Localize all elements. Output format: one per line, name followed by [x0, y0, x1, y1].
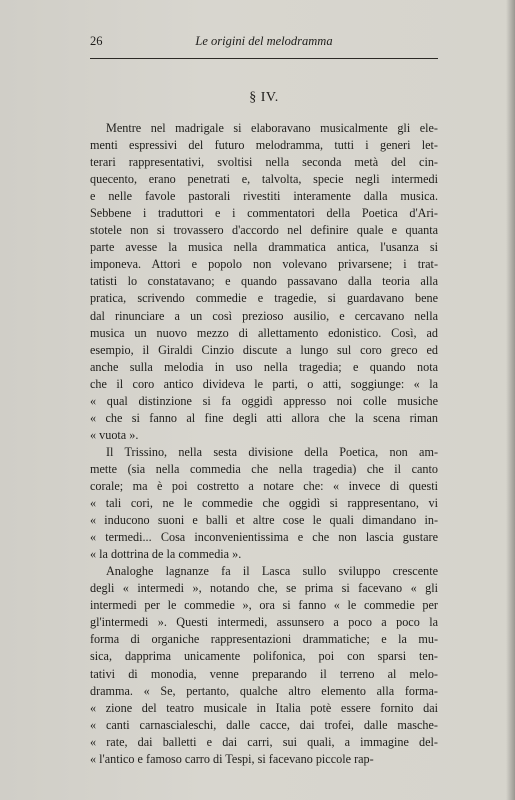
text-line: dal rinunciare a un così prezioso ausilio, e cercavano nella — [90, 308, 438, 323]
paragraph — [90, 120, 438, 444]
paragraph — [90, 563, 438, 768]
text-line: e nelle favole pastorali rivestiti interamente dalla musica. — [90, 189, 438, 204]
text-line: esempio, il Giraldi Cinzio discute a lungo sul coro greco ed — [90, 342, 438, 357]
paragraph — [90, 444, 438, 563]
text-line: « canti carnascialeschi, dalle cacce, dai trofei, dalle masche- — [90, 717, 438, 732]
page-edge-shadow — [506, 0, 515, 800]
text-line: corale; ma è poi costretto a notare che: « invece di questi — [90, 478, 438, 493]
text-line: « rate, dai balletti e dai carri, sui quali, a immagine del- — [90, 734, 438, 749]
text-line: tativi di monodia, venne preparando il terreno al melo- — [90, 666, 438, 681]
text-line: « termedi... Cosa inconvenientissima e che non lascia gustare — [90, 530, 438, 545]
text-line: « tali cori, ne le commedie che oggidì si rappresentano, vi — [90, 496, 438, 511]
text-line: menti espressivi del futuro melodramma, tutti i generi let- — [90, 138, 438, 153]
text-line: che il coro antico divideva le parti, o atti, soggiunge: « la — [90, 376, 438, 391]
text-line: forma di organiche rappresentazioni drammatiche; e la mu- — [90, 632, 438, 647]
section-title: § IV. — [249, 90, 279, 105]
text-line: musica un nuovo mezzo di allettamento edonistico. Così, ad — [90, 325, 438, 340]
text-line: Analoghe lagnanze fa il Lasca sullo sviluppo crescente — [106, 564, 438, 579]
page-number: 26 — [90, 34, 103, 48]
text-line: « vuota ». — [90, 427, 139, 442]
text-line: « l'antico e famoso carro di Tespi, si facevano piccole rap- — [90, 751, 374, 766]
text-line: imponeva. Attori e popolo non volevano privarsene; i trat- — [90, 257, 438, 272]
running-head: Le origini del melodramma — [195, 34, 333, 48]
text-line: « qual distinzione si fa oggidì appresso noi colle musiche — [90, 393, 438, 408]
text-line: « inducono suoni e balli et altre cose le quali dimandano in- — [90, 513, 438, 528]
text-line: mette (sia nella commedia che nella tragedia) che il canto — [90, 461, 438, 476]
text-line: terari rappresentativi, svoltisi nella seconda metà del cin- — [90, 155, 438, 170]
text-line: degli « intermedi », notando che, se prima si facevano « gli — [90, 581, 438, 596]
text-line: gl'intermedi ». Questi intermedi, assunsero a poco a poco la — [90, 615, 438, 630]
text-line: intermedi per le commedie », ora si fanno « le commedie per — [90, 598, 438, 613]
header-rule — [90, 58, 438, 59]
text-line: anche sulla melodia in uso nella tragedia; e quando nota — [90, 359, 438, 374]
text-line: « che si fanno al fine degli atti allora che la scena riman — [90, 410, 438, 425]
text-line: sica, dapprima unicamente polifonica, poi con sparsi ten- — [90, 649, 438, 664]
text-line: quecento, erano penetrati e, talvolta, specie negli intermedi — [90, 172, 438, 187]
text-line: « zione del teatro musicale in Italia potè essere fornito dai — [90, 700, 438, 715]
text-line: tatisti lo constatavano; e quando passavano dalla teoria alla — [90, 274, 438, 289]
text-line: parte avesse la musica nella drammatica antica, l'usanza si — [90, 240, 438, 255]
text-line: Mentre nel madrigale si elaboravano musicalmente gli ele- — [106, 121, 438, 135]
text-line: « la dottrina de la commedia ». — [90, 547, 242, 562]
page-header — [90, 34, 438, 54]
text-line: dramma. « Se, pertanto, qualche altro elemento alla forma- — [90, 683, 438, 698]
body-text — [90, 120, 438, 768]
text-line: stotele non si trovassero d'accordo nel definire quale e quanta — [90, 223, 438, 238]
text-line: Sebbene i traduttori e i commentatori della Poetica d'Ari- — [90, 206, 438, 221]
text-line: Il Trissino, nella sesta divisione della Poetica, non am- — [106, 444, 438, 459]
text-line: pratica, scrivendo commedie e tragedie, si guardavano bene — [90, 291, 438, 306]
